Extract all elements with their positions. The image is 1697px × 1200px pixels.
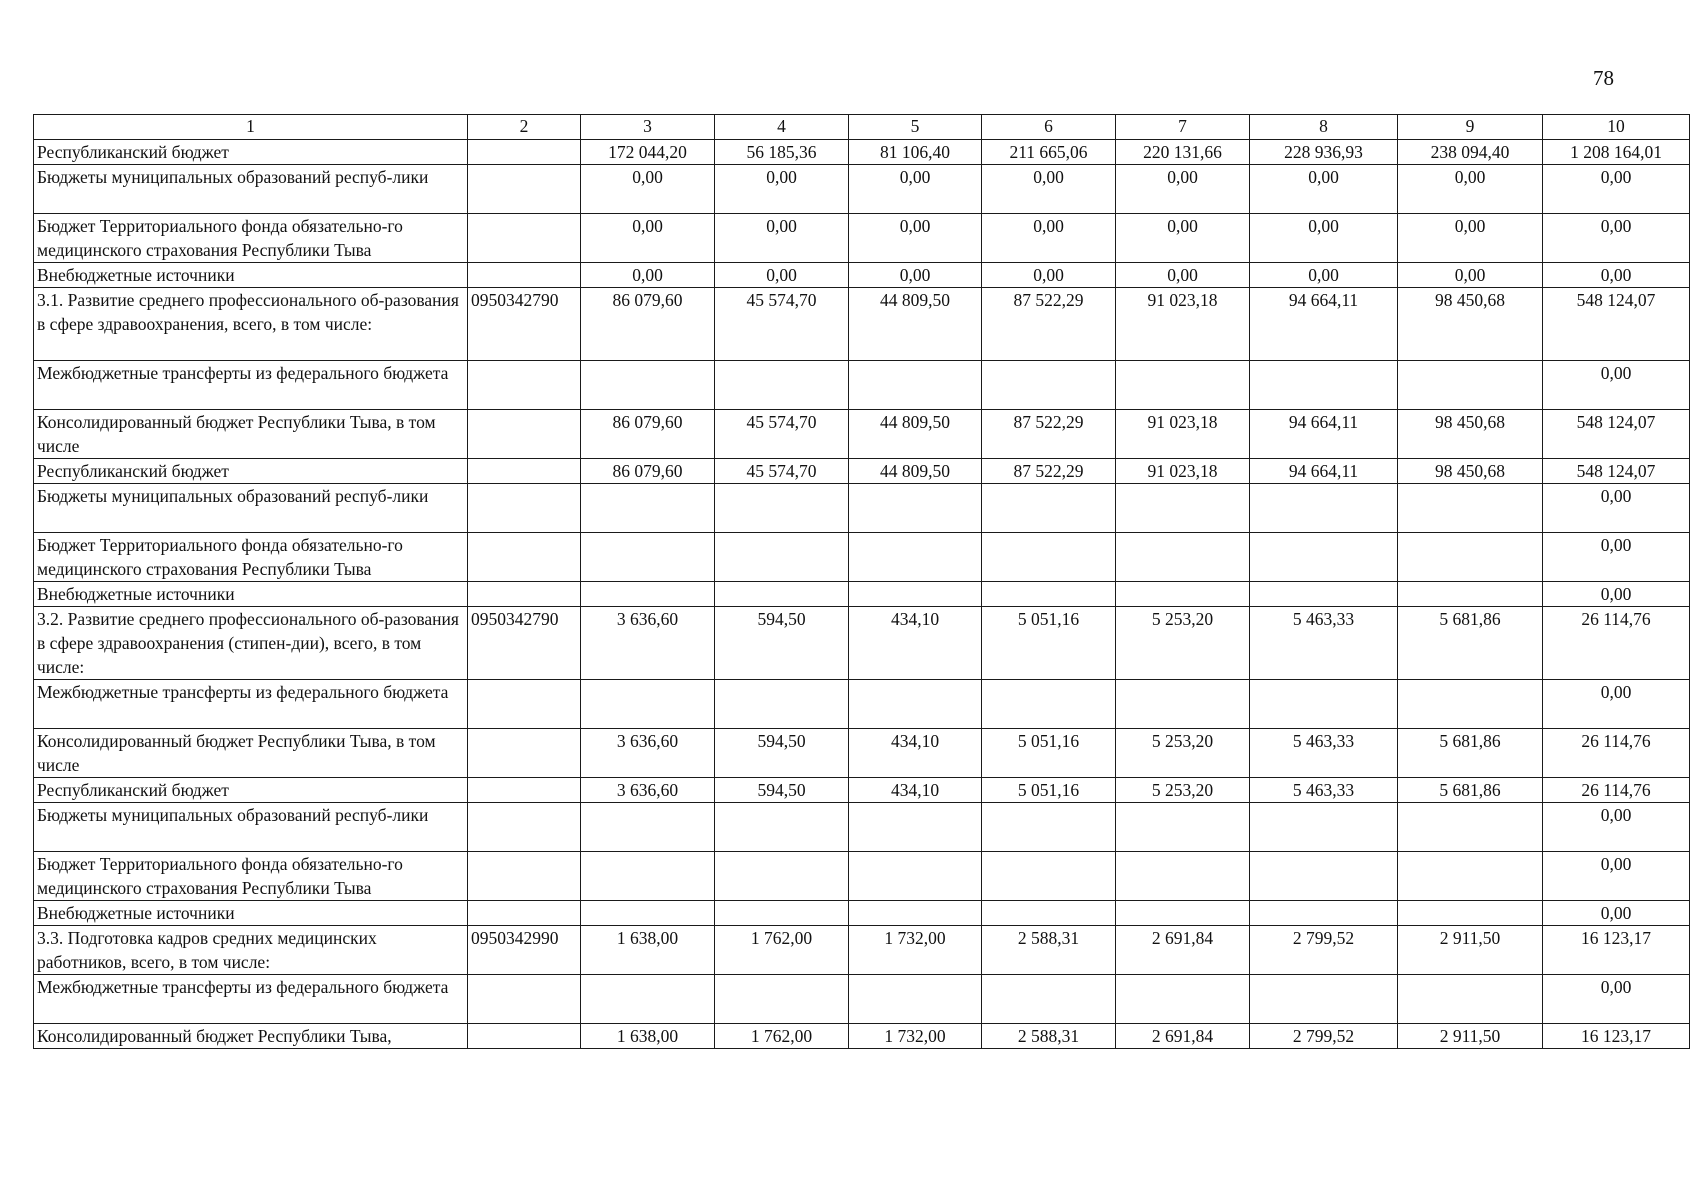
value-cell [1250,582,1398,607]
value-cell [849,582,982,607]
value-cell: 16 123,17 [1543,926,1690,975]
value-cell: 5 681,86 [1398,607,1543,680]
row-name: Внебюджетные источники [34,582,468,607]
value-cell: 5 463,33 [1250,778,1398,803]
table-row [34,140,1690,165]
value-cell [1250,533,1398,582]
header-cell: 2 [468,115,581,140]
value-cell: 548 124,07 [1543,459,1690,484]
value-cell: 1 638,00 [581,1024,715,1049]
value-cell: 0,00 [715,214,849,263]
value-cell [1116,680,1250,729]
row-code [468,140,581,165]
value-cell [715,680,849,729]
value-cell: 434,10 [849,729,982,778]
value-cell: 5 051,16 [982,729,1116,778]
value-cell [982,361,1116,410]
row-code: 0950342990 [468,926,581,975]
value-cell [1250,852,1398,901]
table-row [34,926,1690,975]
row-code [468,459,581,484]
row-name: Республиканский бюджет [34,459,468,484]
row-code [468,165,581,214]
row-name: Бюджеты муниципальных образований респуб-лики [34,484,468,533]
value-cell [581,680,715,729]
value-cell [849,533,982,582]
row-name: Внебюджетные источники [34,263,468,288]
value-cell [849,901,982,926]
row-code [468,361,581,410]
value-cell: 45 574,70 [715,459,849,484]
value-cell [1398,852,1543,901]
value-cell: 91 023,18 [1116,459,1250,484]
row-code [468,214,581,263]
value-cell [1116,901,1250,926]
value-cell: 0,00 [849,214,982,263]
value-cell: 94 664,11 [1250,459,1398,484]
table-row [34,165,1690,214]
table-row [34,459,1690,484]
value-cell: 5 253,20 [1116,778,1250,803]
row-name: Внебюджетные источники [34,901,468,926]
value-cell: 0,00 [1398,214,1543,263]
table-row [34,410,1690,459]
row-code [468,533,581,582]
value-cell: 5 681,86 [1398,729,1543,778]
value-cell: 0,00 [1543,361,1690,410]
table-row [34,288,1690,361]
value-cell [581,803,715,852]
table-row [34,901,1690,926]
value-cell: 0,00 [1543,165,1690,214]
header-cell: 1 [34,115,468,140]
value-cell: 1 732,00 [849,926,982,975]
table-row [34,484,1690,533]
value-cell: 434,10 [849,778,982,803]
row-name: Бюджет Территориального фонда обязательно-го медицинского страхования Республики Тыва [34,852,468,901]
value-cell [1398,361,1543,410]
value-cell: 0,00 [1543,852,1690,901]
value-cell: 5 253,20 [1116,607,1250,680]
value-cell [982,484,1116,533]
header-cell: 8 [1250,115,1398,140]
value-cell: 0,00 [1543,680,1690,729]
value-cell: 0,00 [1543,582,1690,607]
table-row [34,975,1690,1024]
value-cell: 0,00 [1398,165,1543,214]
header-cell: 10 [1543,115,1690,140]
value-cell: 5 681,86 [1398,778,1543,803]
value-cell: 434,10 [849,607,982,680]
value-cell: 0,00 [1250,165,1398,214]
value-cell [581,582,715,607]
value-cell: 0,00 [849,263,982,288]
value-cell [1398,484,1543,533]
value-cell [715,361,849,410]
value-cell [1116,582,1250,607]
value-cell: 172 044,20 [581,140,715,165]
value-cell: 0,00 [849,165,982,214]
row-name: Республиканский бюджет [34,140,468,165]
value-cell [715,852,849,901]
value-cell: 1 762,00 [715,1024,849,1049]
value-cell: 44 809,50 [849,288,982,361]
row-code: 0950342790 [468,607,581,680]
table-row [34,263,1690,288]
value-cell: 1 732,00 [849,1024,982,1049]
value-cell: 0,00 [1116,165,1250,214]
value-cell: 0,00 [581,165,715,214]
value-cell: 26 114,76 [1543,778,1690,803]
value-cell [715,582,849,607]
row-name: Межбюджетные трансферты из федерального бюджета [34,361,468,410]
row-code [468,410,581,459]
value-cell [849,852,982,901]
value-cell: 3 636,60 [581,607,715,680]
value-cell: 0,00 [982,263,1116,288]
value-cell: 594,50 [715,778,849,803]
value-cell [1116,852,1250,901]
value-cell: 87 522,29 [982,288,1116,361]
row-name: 3.3. Подготовка кадров средних медицинских работников, всего, в том числе: [34,926,468,975]
row-name: Консолидированный бюджет Республики Тыва, в том числе [34,410,468,459]
row-code [468,852,581,901]
value-cell: 5 051,16 [982,778,1116,803]
value-cell [1250,484,1398,533]
value-cell: 86 079,60 [581,410,715,459]
value-cell: 0,00 [1543,484,1690,533]
value-cell: 1 638,00 [581,926,715,975]
value-cell: 5 253,20 [1116,729,1250,778]
value-cell: 1 208 164,01 [1543,140,1690,165]
value-cell [581,901,715,926]
value-cell [1250,901,1398,926]
row-code [468,778,581,803]
row-code [468,582,581,607]
value-cell [1398,975,1543,1024]
value-cell: 3 636,60 [581,778,715,803]
table-row [34,533,1690,582]
value-cell: 228 936,93 [1250,140,1398,165]
value-cell: 0,00 [715,165,849,214]
value-cell: 548 124,07 [1543,410,1690,459]
page-number: 78 [1593,66,1614,90]
value-cell [581,361,715,410]
value-cell: 98 450,68 [1398,459,1543,484]
value-cell [1398,533,1543,582]
value-cell: 211 665,06 [982,140,1116,165]
row-code [468,729,581,778]
value-cell [1116,484,1250,533]
value-cell [581,533,715,582]
header-cell: 5 [849,115,982,140]
value-cell [1116,533,1250,582]
value-cell: 5 463,33 [1250,607,1398,680]
value-cell: 0,00 [1250,263,1398,288]
value-cell: 2 799,52 [1250,1024,1398,1049]
value-cell: 0,00 [982,165,1116,214]
value-cell [1116,361,1250,410]
row-name: 3.2. Развитие среднего профессионального об-разования в сфере здравоохранения (стипен-дии), всего, в том числе: [34,607,468,680]
value-cell [715,975,849,1024]
row-code [468,1024,581,1049]
value-cell: 16 123,17 [1543,1024,1690,1049]
value-cell: 2 911,50 [1398,1024,1543,1049]
value-cell: 2 588,31 [982,926,1116,975]
value-cell: 0,00 [982,214,1116,263]
row-code [468,484,581,533]
value-cell [1398,680,1543,729]
row-name: Бюджеты муниципальных образований респуб-лики [34,165,468,214]
value-cell [581,975,715,1024]
value-cell: 0,00 [1116,214,1250,263]
value-cell [581,852,715,901]
value-cell: 0,00 [581,214,715,263]
value-cell: 2 911,50 [1398,926,1543,975]
value-cell [849,803,982,852]
value-cell [849,680,982,729]
value-cell: 0,00 [1543,263,1690,288]
value-cell [982,852,1116,901]
value-cell: 0,00 [1250,214,1398,263]
value-cell [715,901,849,926]
row-code [468,803,581,852]
value-cell [1398,582,1543,607]
header-cell: 6 [982,115,1116,140]
value-cell [982,582,1116,607]
value-cell: 2 588,31 [982,1024,1116,1049]
value-cell: 98 450,68 [1398,288,1543,361]
value-cell: 45 574,70 [715,288,849,361]
value-cell: 0,00 [1543,533,1690,582]
table-row [34,852,1690,901]
value-cell: 2 799,52 [1250,926,1398,975]
table-row [34,778,1690,803]
value-cell: 594,50 [715,729,849,778]
value-cell [1398,803,1543,852]
value-cell: 5 051,16 [982,607,1116,680]
value-cell: 26 114,76 [1543,729,1690,778]
value-cell: 44 809,50 [849,459,982,484]
row-name: Бюджет Территориального фонда обязательно-го медицинского страхования Республики Тыва [34,533,468,582]
value-cell: 44 809,50 [849,410,982,459]
value-cell: 45 574,70 [715,410,849,459]
value-cell: 91 023,18 [1116,410,1250,459]
value-cell [982,803,1116,852]
value-cell: 2 691,84 [1116,926,1250,975]
value-cell: 0,00 [1398,263,1543,288]
row-code [468,901,581,926]
row-name: Бюджет Территориального фонда обязательно-го медицинского страхования Республики Тыва [34,214,468,263]
value-cell [1250,361,1398,410]
value-cell [849,975,982,1024]
table-row [34,803,1690,852]
value-cell: 91 023,18 [1116,288,1250,361]
table-row [34,607,1690,680]
value-cell [1116,975,1250,1024]
value-cell [715,533,849,582]
header-cell: 4 [715,115,849,140]
value-cell [982,680,1116,729]
value-cell [715,484,849,533]
table-row [34,582,1690,607]
row-name: Консолидированный бюджет Республики Тыва, в том числе [34,729,468,778]
value-cell: 87 522,29 [982,459,1116,484]
table-row [34,729,1690,778]
table-row [34,1024,1690,1049]
row-code: 0950342790 [468,288,581,361]
value-cell: 81 106,40 [849,140,982,165]
value-cell: 220 131,66 [1116,140,1250,165]
value-cell [982,901,1116,926]
value-cell: 0,00 [581,263,715,288]
value-cell: 594,50 [715,607,849,680]
row-name: 3.1. Развитие среднего профессионального об-разования в сфере здравоохранения, всего, в том числе: [34,288,468,361]
value-cell [982,533,1116,582]
value-cell: 56 185,36 [715,140,849,165]
value-cell: 0,00 [1116,263,1250,288]
table-row [34,361,1690,410]
value-cell: 0,00 [715,263,849,288]
value-cell: 94 664,11 [1250,410,1398,459]
value-cell [849,361,982,410]
row-name: Межбюджетные трансферты из федерального бюджета [34,975,468,1024]
value-cell: 86 079,60 [581,459,715,484]
row-code [468,680,581,729]
value-cell [1250,803,1398,852]
table-row [34,680,1690,729]
header-cell: 7 [1116,115,1250,140]
value-cell [982,975,1116,1024]
value-cell: 26 114,76 [1543,607,1690,680]
value-cell: 94 664,11 [1250,288,1398,361]
header-cell: 3 [581,115,715,140]
row-name: Бюджеты муниципальных образований респуб-лики [34,803,468,852]
value-cell: 5 463,33 [1250,729,1398,778]
table-header-row [34,115,1690,140]
row-code [468,263,581,288]
value-cell [1250,975,1398,1024]
table-row [34,214,1690,263]
value-cell: 0,00 [1543,901,1690,926]
value-cell: 0,00 [1543,803,1690,852]
value-cell: 1 762,00 [715,926,849,975]
value-cell: 2 691,84 [1116,1024,1250,1049]
budget-table [33,114,1690,1049]
value-cell: 238 094,40 [1398,140,1543,165]
value-cell: 98 450,68 [1398,410,1543,459]
value-cell: 86 079,60 [581,288,715,361]
value-cell: 0,00 [1543,975,1690,1024]
row-code [468,975,581,1024]
row-name: Консолидированный бюджет Республики Тыва, [34,1024,468,1049]
value-cell: 3 636,60 [581,729,715,778]
value-cell: 548 124,07 [1543,288,1690,361]
header-cell: 9 [1398,115,1543,140]
value-cell [581,484,715,533]
row-name: Межбюджетные трансферты из федерального бюджета [34,680,468,729]
value-cell [849,484,982,533]
value-cell: 87 522,29 [982,410,1116,459]
value-cell [715,803,849,852]
value-cell [1398,901,1543,926]
row-name: Республиканский бюджет [34,778,468,803]
value-cell [1116,803,1250,852]
value-cell: 0,00 [1543,214,1690,263]
value-cell [1250,680,1398,729]
